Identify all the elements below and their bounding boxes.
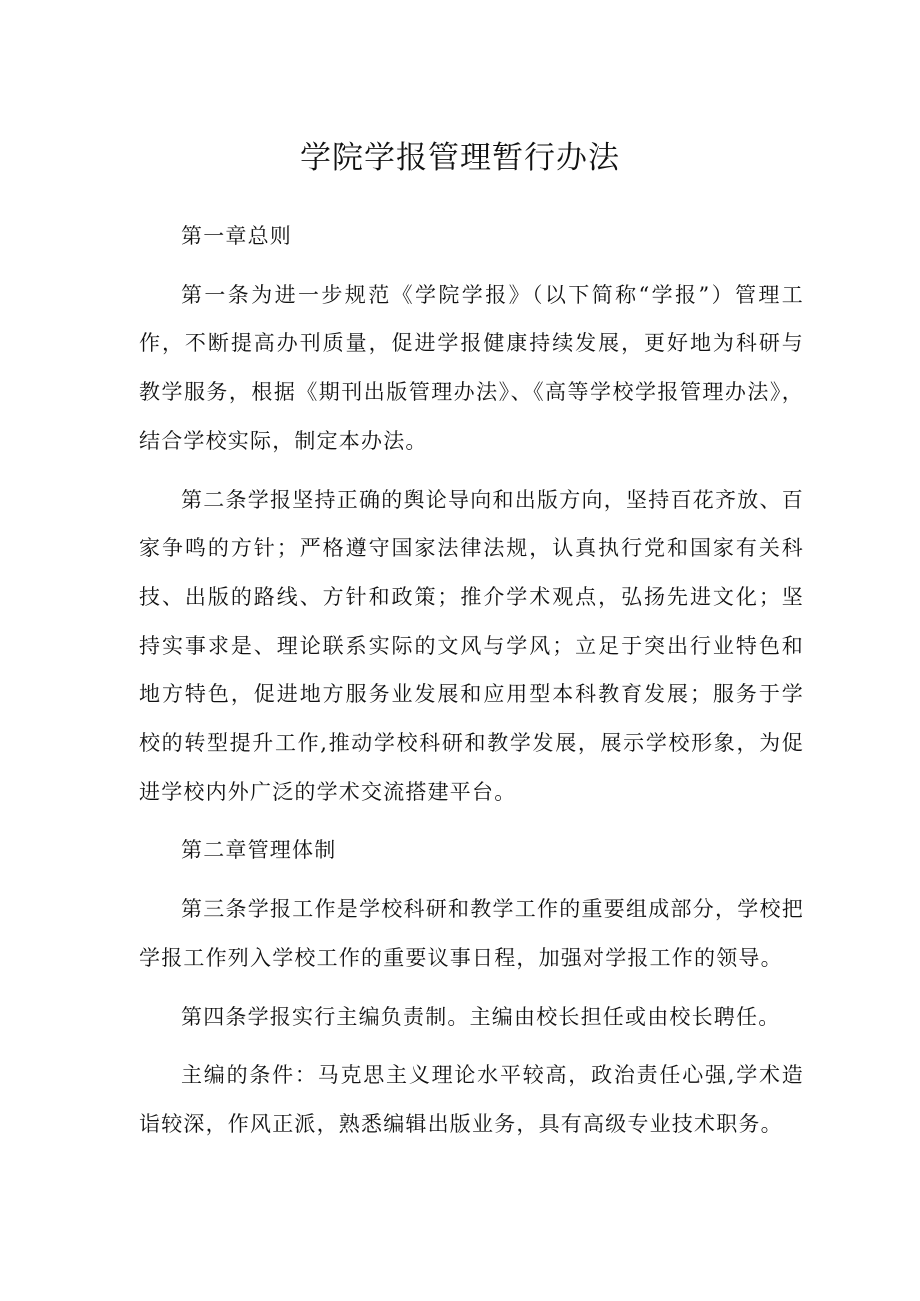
article-4-paragraph: 第四条学报实行主编负责制。主编由校长担任或由校长聘任。 xyxy=(181,1004,781,1029)
document-body xyxy=(139,212,804,1159)
editor-conditions-paragraph: 主编的条件：马克思主义理论水平较高，政治责任心强,学术造诣较深，作风正派，熟悉编辑出版业务，具有高级专业技术职务。 xyxy=(139,1063,804,1136)
document-title: 学院学报管理暂行办法 xyxy=(300,140,620,176)
chapter-heading-1: 第一章总则 xyxy=(181,224,292,248)
article-2-paragraph: 第二条学报坚持正确的舆论导向和出版方向，坚持百花齐放、百家争鸣的方针；严格遵守国家法律法规，认真执行党和国家有关科技、出版的路线、方针和政策；推介学术观点，弘扬先进文化；坚持实事求是、理论联系实际的文风与学风；立足于突出行业特色和地方特色，促进地方服务业发展和应用型本科教育发展；服务于学校的转型提升工作,推动学校科研和教学发展，展示学校形象，为促进学校内外广泛的学术交流搭建平台。 xyxy=(139,487,804,804)
article-1-paragraph: 第一条为进一步规范《学院学报》（以下简称“学报”）管理工作，不断提高办刊质量，促进学报健康持续发展，更好地为科研与教学服务，根据《期刊出版管理办法》、《高等学校学报管理办法》，结合学校实际，制定本办法。 xyxy=(139,282,804,453)
article-3-paragraph: 第三条学报工作是学校科研和教学工作的重要组成部分，学校把学报工作列入学校工作的重要议事日程，加强对学报工作的领导。 xyxy=(139,897,804,970)
chapter-heading-2: 第二章管理体制 xyxy=(181,838,337,863)
